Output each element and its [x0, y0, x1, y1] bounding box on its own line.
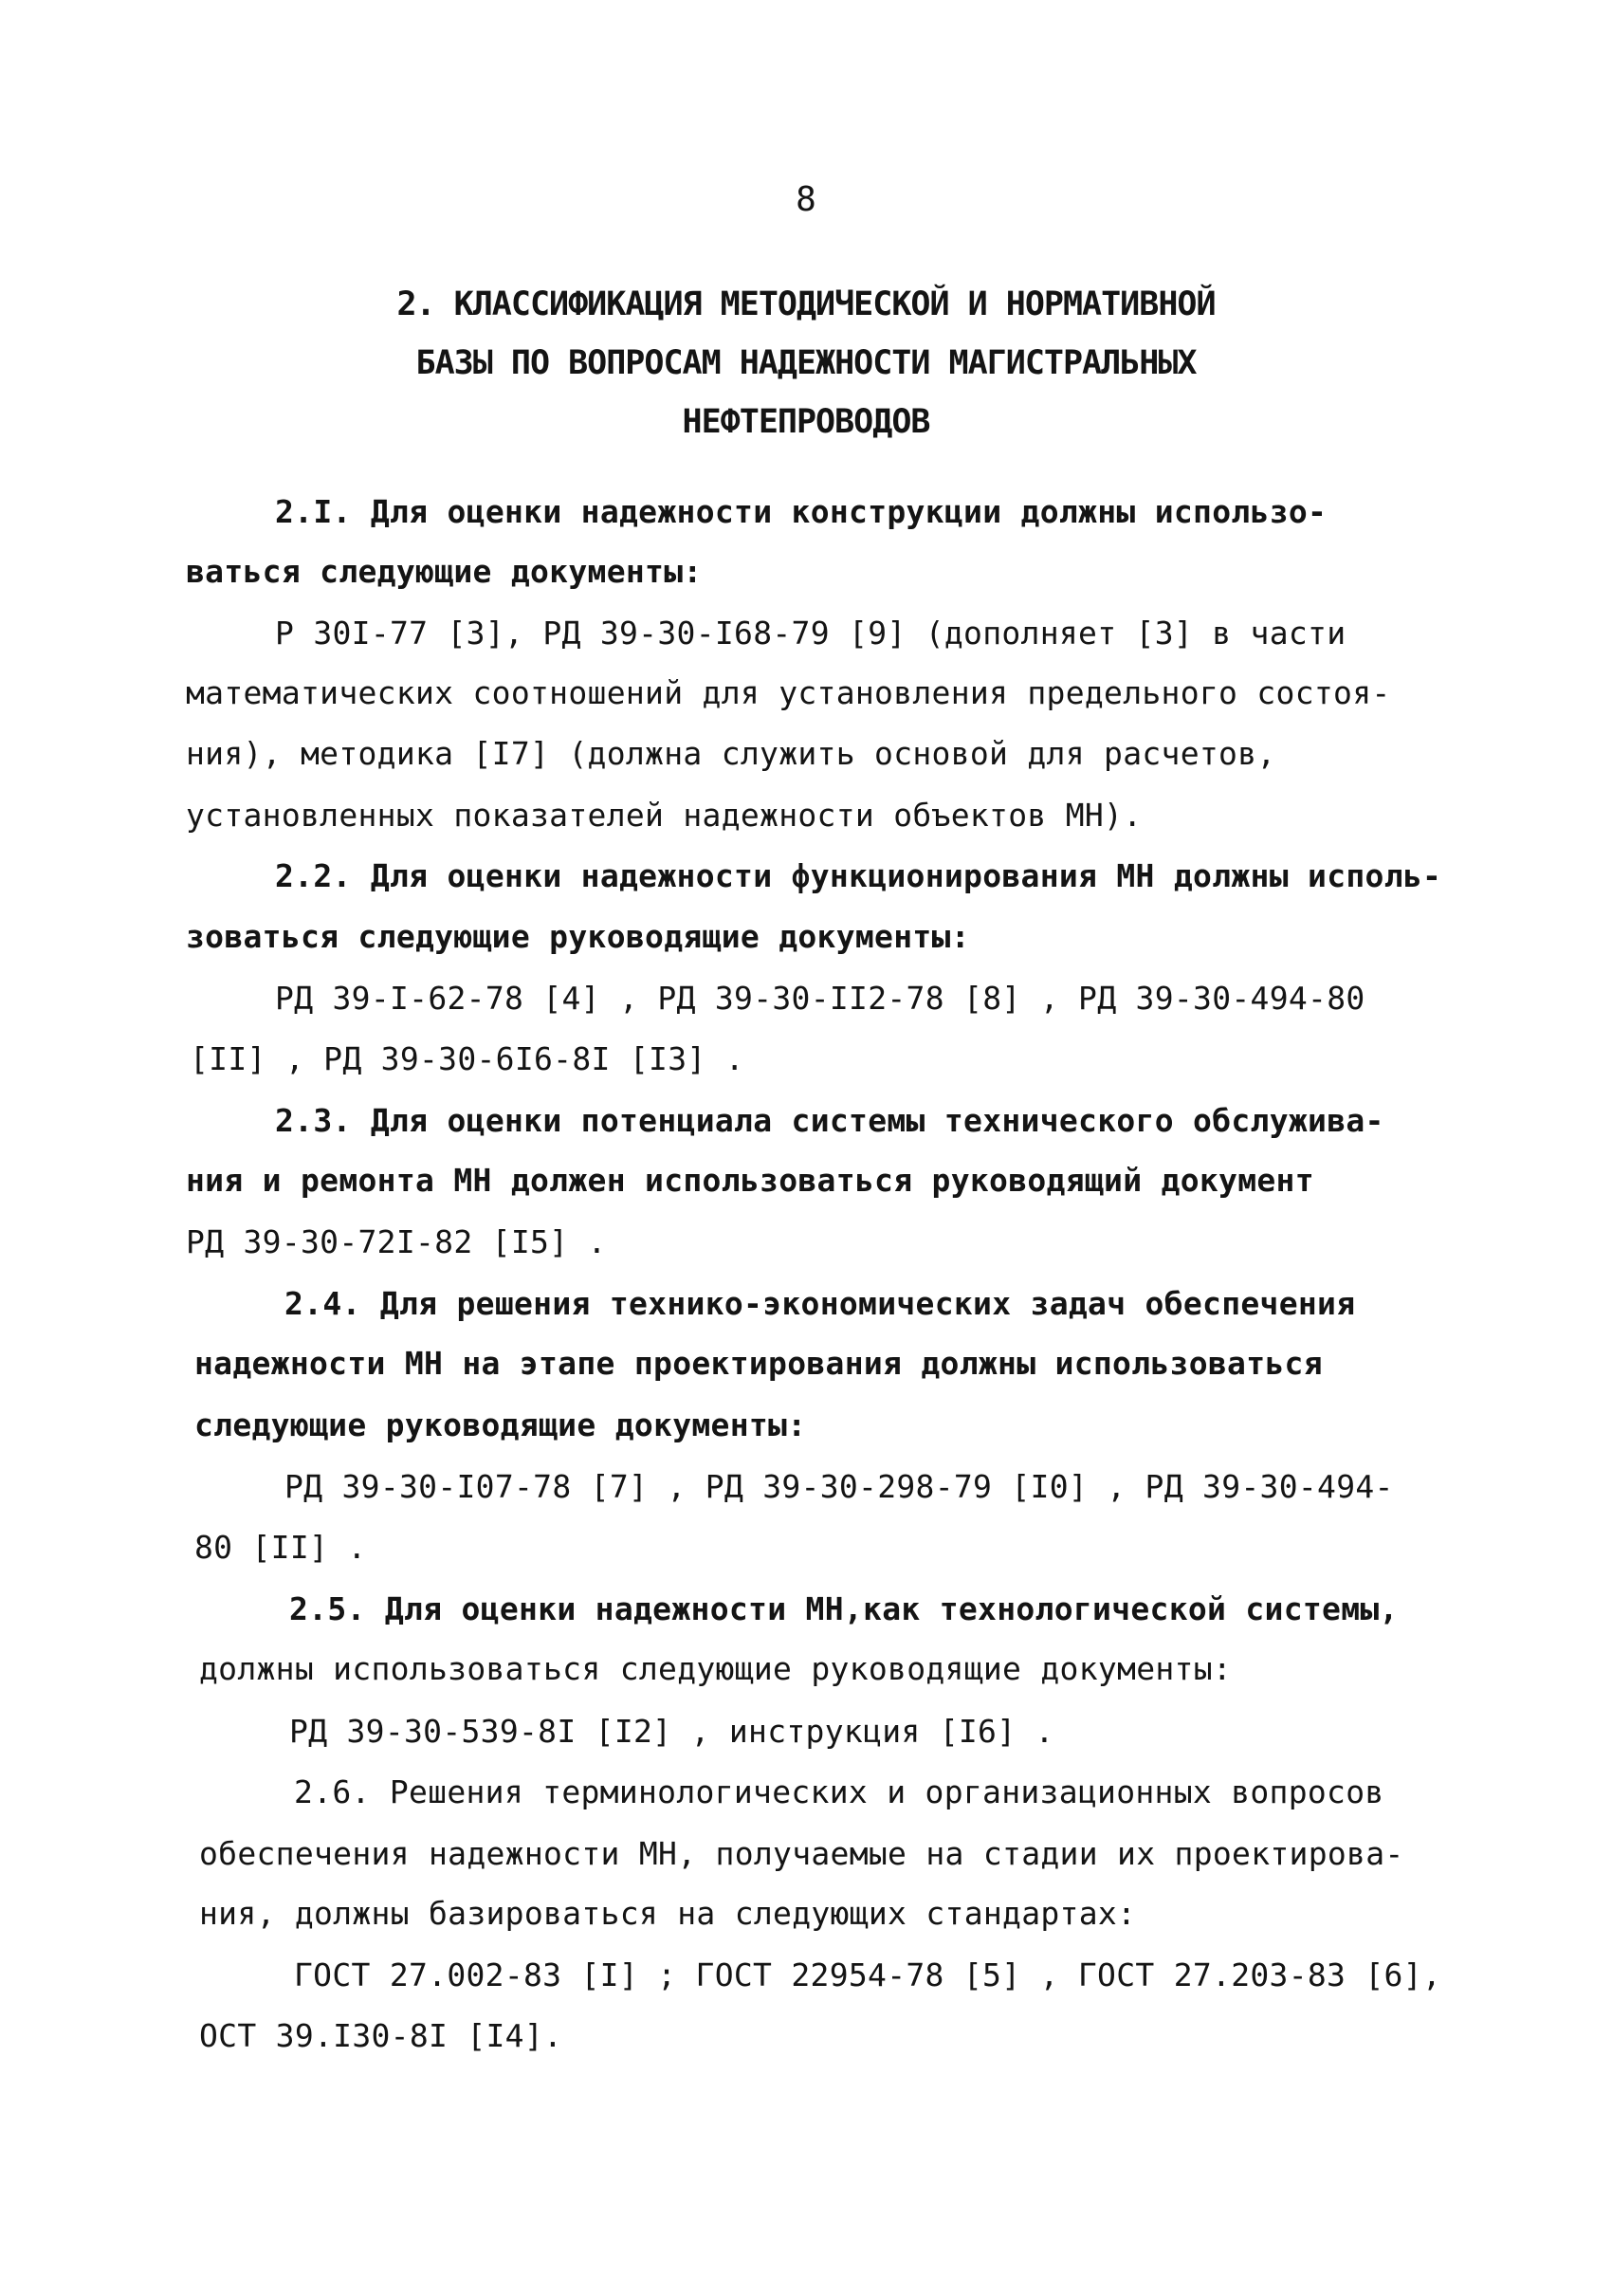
- para-2-1-line-6: установленных показателей надежности объектов МН).: [186, 797, 1143, 834]
- title-line-1: 2. КЛАССИФИКАЦИЯ МЕТОДИЧЕСКОЙ И НОРМАТИВНОЙ: [396, 285, 1216, 323]
- para-2-1-line-3: Р 30I-77 [3], РД 39-30-I68-79 [9] (дополняет [3] в части: [275, 615, 1346, 652]
- para-2-6-line-5: ОСТ 39.I30-8I [I4].: [199, 2017, 563, 2054]
- para-2-5-line-2: должны использоваться следующие руководящие документы:: [199, 1650, 1233, 1687]
- para-2-1-line-5: ния), методика [I7] (должна служить основой для расчетов,: [186, 735, 1276, 772]
- para-2-6-line-2: обеспечения надежности МН, получаемые на стадии их проектирова-: [199, 1835, 1404, 1872]
- para-2-4-line-4: РД 39-30-I07-78 [7] , РД 39-30-298-79 [I0] , РД 39-30-494-: [284, 1468, 1394, 1505]
- title-line-3: НЕФТЕПРОВОДОВ: [682, 403, 930, 441]
- para-2-1-line-2: ваться следующие документы:: [186, 553, 703, 590]
- para-2-1-line-1: 2.I. Для оценки надежности конструкции должны использо-: [275, 493, 1328, 530]
- para-2-3-line-3: РД 39-30-72I-82 [I5] .: [186, 1223, 607, 1260]
- title-line-2: БАЗЫ ПО ВОПРОСАМ НАДЕЖНОСТИ МАГИСТРАЛЬНЫХ: [415, 344, 1197, 382]
- para-2-2-line-2: зоваться следующие руководящие документы:: [186, 918, 970, 955]
- para-2-2-line-4: [II] , РД 39-30-6I6-8I [I3] .: [190, 1040, 744, 1077]
- para-2-1-line-4: математических соотношений для установления предельного состоя-: [186, 674, 1391, 711]
- para-2-4-line-3: следующие руководящие документы:: [194, 1406, 807, 1443]
- para-2-3-line-2: ния и ремонта МН должен использоваться руководящий документ: [186, 1162, 1314, 1199]
- para-2-2-line-3: РД 39-I-62-78 [4] , РД 39-30-II2-78 [8] , РД 39-30-494-80: [275, 980, 1365, 1017]
- para-2-4-line-5: 80 [II] .: [194, 1529, 367, 1566]
- section-title: [0, 275, 1612, 451]
- para-2-4-line-1: 2.4. Для решения технико-экономических задач обеспечения: [284, 1285, 1356, 1322]
- para-2-5-line-1: 2.5. Для оценки надежности МН,как технологической системы,: [289, 1590, 1399, 1627]
- para-2-6-line-4: ГОСТ 27.002-83 [I] ; ГОСТ 22954-78 [5] , ГОСТ 27.203-83 [6],: [294, 1956, 1442, 1993]
- page-number: 8: [796, 180, 816, 219]
- para-2-5-line-3: РД 39-30-539-8I [I2] , инструкция [I6] .: [289, 1713, 1054, 1750]
- para-2-4-line-2: надежности МН на этапе проектирования должны использоваться: [194, 1345, 1323, 1382]
- para-2-2-line-1: 2.2. Для оценки надежности функционирования МН должны исполь-: [275, 857, 1442, 894]
- para-2-6-line-1: 2.6. Решения терминологических и организационных вопросов: [294, 1773, 1384, 1810]
- para-2-3-line-1: 2.3. Для оценки потенциала системы технического обслужива-: [275, 1102, 1384, 1139]
- para-2-6-line-3: ния, должны базироваться на следующих стандартах:: [199, 1895, 1137, 1932]
